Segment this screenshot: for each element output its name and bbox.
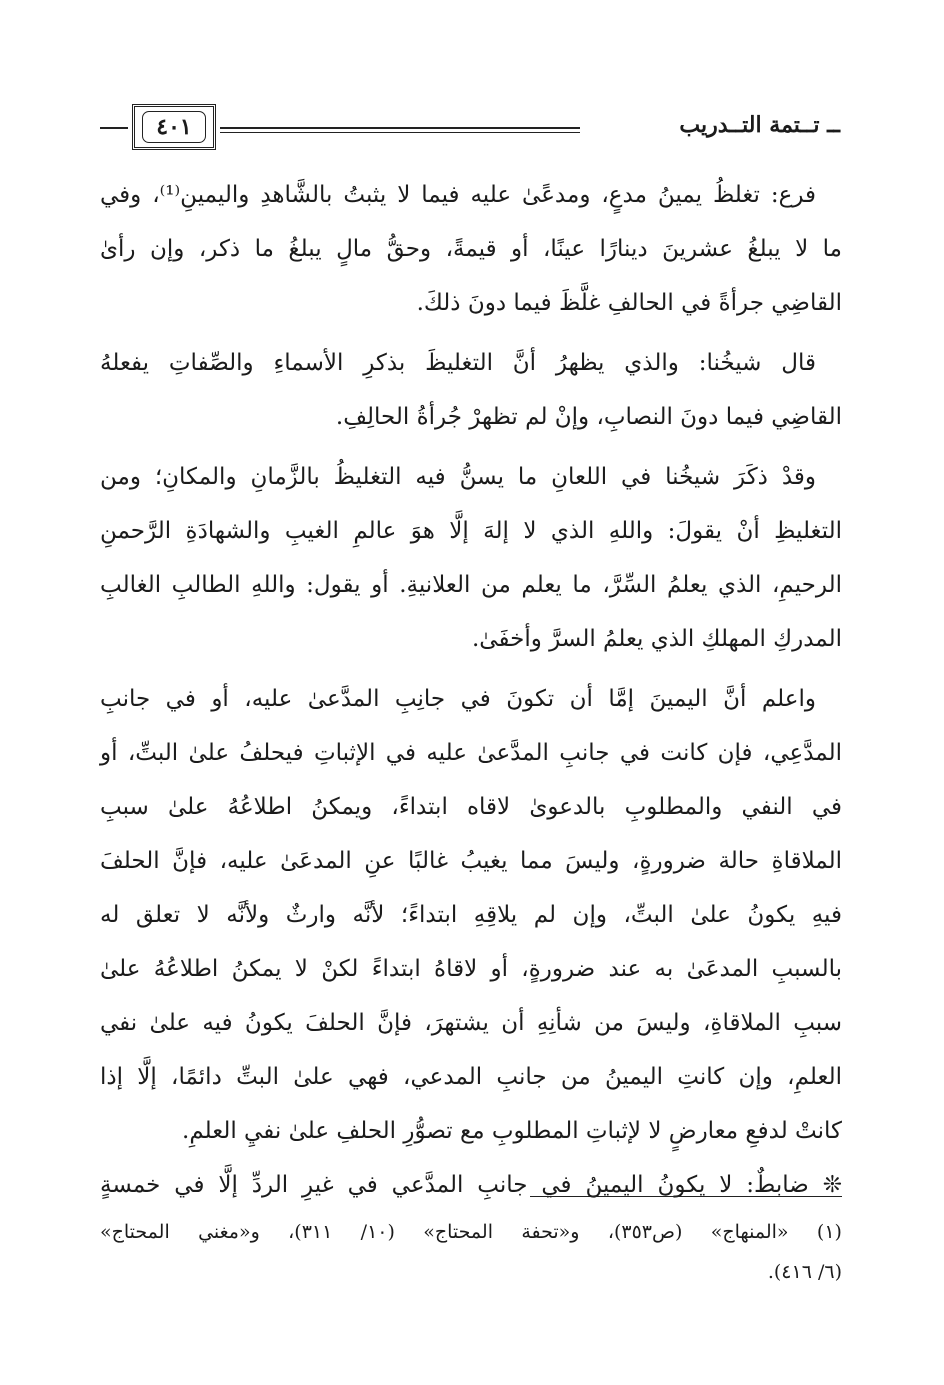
footnote-line: (١) «المنهاج» (ص٣٥٣)، و«تحفة المحتاج» (١٠/ ٣١١)، و«مغني المحتاج» bbox=[100, 1221, 842, 1243]
running-header bbox=[100, 104, 840, 154]
text-line: التغليظِ أنْ يقولَ: واللهِ الذي لا إلهَ إلَّا هوَ عالمِ الغيبِ والشهادَةِ الرَّحمنِ bbox=[100, 518, 842, 544]
page-number: ٤٠١ bbox=[142, 111, 206, 143]
text-line: كانتْ لدفعِ معارضٍ لا لإثباتِ المطلوبِ مع تصوُّرِ الحلفِ علىٰ نفيِ العلمِ. bbox=[182, 1118, 842, 1144]
text-line: الملاقاةِ حالة ضرورةٍ، وليسَ مما يغيبُ غالبًا عنِ المدعَىٰ عليه، فإنَّ الحلفَ bbox=[100, 848, 842, 874]
main-text bbox=[100, 168, 842, 1212]
text-line: بالسببِ المدعَىٰ به عند ضرورةٍ، أو لاقاهُ ابتداءً لكنْ لا يمكنُ اطلاعُهُ علىٰ bbox=[100, 956, 842, 982]
text-line: ❊ ضابطٌ: لا يكونُ اليمينُ في جانبِ المدَّعي في غيرِ الردِّ إلَّا في خمسةٍ bbox=[100, 1172, 842, 1198]
footnotes bbox=[100, 1212, 842, 1292]
text-line: في النفي والمطلوبِ بالدعوىٰ لاقاه ابتداءً، ويمكنُ اطلاعُهُ علىٰ سببِ bbox=[100, 794, 842, 820]
header-rule bbox=[220, 127, 580, 129]
footnote-separator bbox=[530, 1196, 842, 1197]
text-line: فرع: تغلظُ يمينُ مدعٍ، ومدعًىٰ عليه فيما لا يثبتُ بالشَّاهدِ واليمينِ⁽¹⁾، وفي bbox=[100, 182, 817, 208]
text-line: قال شيخُنا: والذي يظهرُ أنَّ التغليظَ بذكرِ الأسماءِ والصِّفاتِ يفعلهُ bbox=[100, 350, 816, 376]
text-line: سببِ الملاقاةِ، وليسَ من شأنِهِ أن يشتهرَ، فإنَّ الحلفَ يكونُ فيه علىٰ نفي bbox=[100, 1010, 842, 1036]
running-title: ــ تــتمة التــدريب bbox=[679, 112, 840, 138]
text-line: ما لا يبلغُ عشرينَ دينارًا عينًا، أو قيمةً، وحقُّ مالٍ يبلغُ ما ذكر، وإن رأىٰ bbox=[100, 236, 842, 262]
text-line: وقدْ ذكَرَ شيخُنا في اللعانِ ما يسنُّ فيه التغليظُ بالزَّمانِ والمكانِ؛ ومن bbox=[100, 464, 816, 490]
header-rule-left bbox=[100, 127, 128, 129]
text-line: القاضِي فيما دونَ النصابِ، وإنْ لم تظهرْ جُرأةُ الحالِفِ. bbox=[335, 404, 842, 430]
text-line: القاضِي جرأةً في الحالفِ غلَّظَ فيما دونَ ذلكَ. bbox=[416, 290, 842, 316]
footnote-line: (٦/ ٤١٦). bbox=[767, 1261, 842, 1283]
header-rule-thin bbox=[220, 132, 580, 133]
text-line: المدركِ المهلكِ الذي يعلمُ السرَّ وأخفَىٰ. bbox=[471, 626, 842, 652]
text-line: الرحيمِ، الذي يعلمُ السِّرَّ، ما يعلم من العلانيةِ. أو يقول: واللهِ الطالبِ الغالبِ bbox=[100, 572, 842, 598]
page-number-frame bbox=[132, 104, 216, 150]
text-line: واعلم أنَّ اليمينَ إمَّا أن تكونَ في جانِبِ المدَّعىٰ عليه، أو في جانبِ bbox=[100, 686, 816, 712]
text-line: العلمِ، وإن كانتِ اليمينُ من جانبِ المدعي، فهي علىٰ البتِّ دائمًا، إلَّا إذا bbox=[100, 1064, 842, 1090]
text-line: المدَّعِي، فإن كانت في جانبِ المدَّعىٰ عليه في الإثباتِ فيحلفُ علىٰ البتِّ، أو bbox=[100, 740, 842, 766]
text-line: فيهِ يكونُ علىٰ البتِّ، وإن لم يلاقِهِ ابتداءً؛ لأنَّه وارثٌ ولأنَّه لا تعلق له bbox=[100, 902, 842, 928]
